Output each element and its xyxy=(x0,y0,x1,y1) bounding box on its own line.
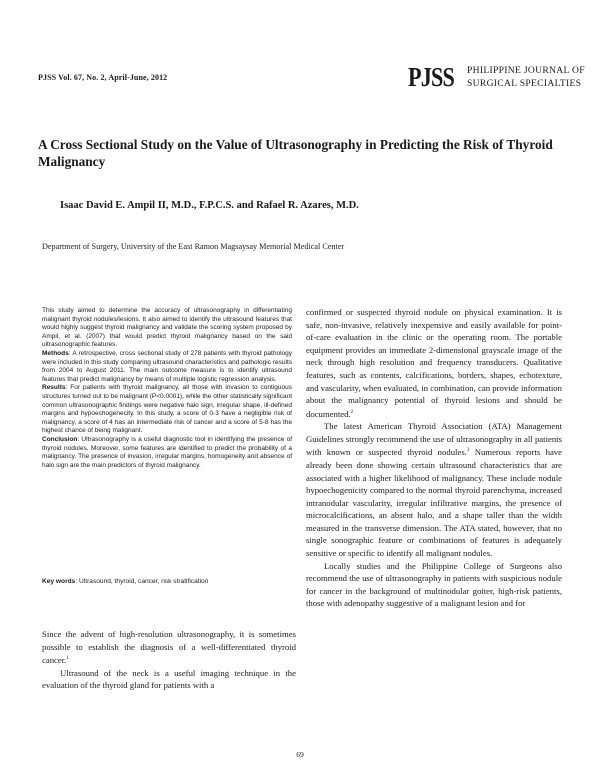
journal-name-line2: SURGICAL SPECIALTIES xyxy=(467,78,582,89)
body-paragraph: Locally studies and the Philippine College of Surgeons also recommend the use of ultrasonography in patients with suspicious nodule for cancer in the background of multinodular goiter, high-risk patients, those with adenopathy suggestive of a malignant lesion and for xyxy=(306,560,562,609)
article-affiliation: Department of Surgery, University of the East Ramon Magsaysay Memorial Medical Center xyxy=(42,242,345,251)
abstract-results xyxy=(42,384,292,436)
results-label: Results xyxy=(42,384,66,392)
article-authors: Isaac David E. Ampil II, M.D., F.P.C.S. and Rafael R. Azares, M.D. xyxy=(60,200,359,211)
abstract-conclusion xyxy=(42,436,292,470)
reference-marker: 2 xyxy=(350,409,354,415)
body-paragraph: The latest American Thyroid Association (ATA) Management Guidelines strongly recommend the use of ultrasonography in all patients with known or suspected thyroid nodules.$^3$ Numerous reports have already been done showing certain ultrasound characteristics that are associated with a higher likelihood of malignancy. These include nodule hypoechogenicity compared to the normal thyroid parenchyma, increased intranodular vascularity, irregular infiltrative margins, the presence of microcalcifications, an absent halo, and a shape taller than the width measured in the transverse dimension. The ATA stated, however, that no single sonographic feature or combinations of features is adequately sensitive or specific to identify all malignant nodules. xyxy=(306,421,562,559)
methods-label: Methods xyxy=(42,349,69,357)
abstract-intro: This study aimed to determine the accuracy of ultrasonography in differentiating malignant thyroid nodules/lesions. It also aimed to identify the ultrasound features that would highly suggest thyroid malignancy and validate the scoring system proposed by Ampil, et al. (2007) that would predict thyroid malignancy based on the said ultrasonographic features. xyxy=(42,307,292,349)
page-number: 69 xyxy=(296,750,304,759)
methods-text: : A retrospective, cross sectional study of 278 patients with thyroid pathology were included in this study comparing ultrasound characteristics and pathologic results from 2004 to August 2011. The main outcome measure is to identify ultrasound features that predict malignancy by means of multiple logistic regression analysis. xyxy=(42,349,292,383)
abstract xyxy=(42,307,292,470)
body-paragraph: confirmed or suspected thyroid nodule on physical examination. It is safe, non-invasive, relatively inexpensive and easily available for point-of-care evaluation in the clinic or the operating room. The portable equipment provides an immediate 2-dimensional grayscale image of the neck through high resolution and frequency transducers. Qualitative features, such as contents, calcifications, borders, shapes, echotexture, and vascularity, when evaluated, in combination, can provide information about the malignancy potential of thyroid lesions and should be documented.$^2$ xyxy=(306,307,562,419)
keywords xyxy=(42,578,292,585)
conclusion-text: : Ultrasonography is a useful diagnostic tool in identifying the presence of thyroid nodules. Moreover, some features are identified to predict the probability of a malignancy. The presence of invasion, irregular margins, homogeneity and absence of halo sign are the main predictors of thyroid malignancy. xyxy=(42,435,292,469)
body-column-left xyxy=(42,628,296,692)
journal-name-line1: PHILIPPINE JOURNAL OF xyxy=(467,65,585,76)
article-title: A Cross Sectional Study on the Value of Ultrasonography in Predicting the Risk of Thyroid Malignancy xyxy=(38,137,553,169)
journal-citation: PJSS Vol. 67, No. 2, April-June, 2012 xyxy=(38,73,168,82)
journal-logo-name xyxy=(467,64,585,90)
journal-logo-abbrev: PJSS xyxy=(408,62,454,92)
keywords-label: Key words xyxy=(42,578,76,585)
reference-marker: 3 xyxy=(466,448,470,454)
body-paragraph: Since the advent of high-resolution ultrasonography, it is sometimes possible to establish the diagnosis of a well-differentiated thyroid cancer.$^1$ xyxy=(42,629,296,666)
body-paragraph: Ultrasound of the neck is a useful imaging technique in the evaluation of the thyroid gland for patients with a xyxy=(42,667,296,691)
reference-marker: 1 xyxy=(66,656,69,662)
abstract-methods xyxy=(42,350,292,384)
body-column-right xyxy=(306,306,562,610)
keywords-text: : Ultrasound, thyroid, cancer, risk stratification xyxy=(75,578,209,585)
conclusion-label: Conclusion xyxy=(42,435,78,443)
results-text: : For patients with thyroid malignancy, all those with invasion to contiguous structures turned out to be malignant (P<0.0001), while the other statistically significant common ultrasonographic findings were negative halo sign, irregular shape, ill-defined margins and hypoechogenecity. In this study, a score of 0-3 have a negligible risk of malignancy, a score of 4 has an intermediate risk of cancer and a score of 5-8 has the highest chance of being malignant. xyxy=(42,384,292,435)
